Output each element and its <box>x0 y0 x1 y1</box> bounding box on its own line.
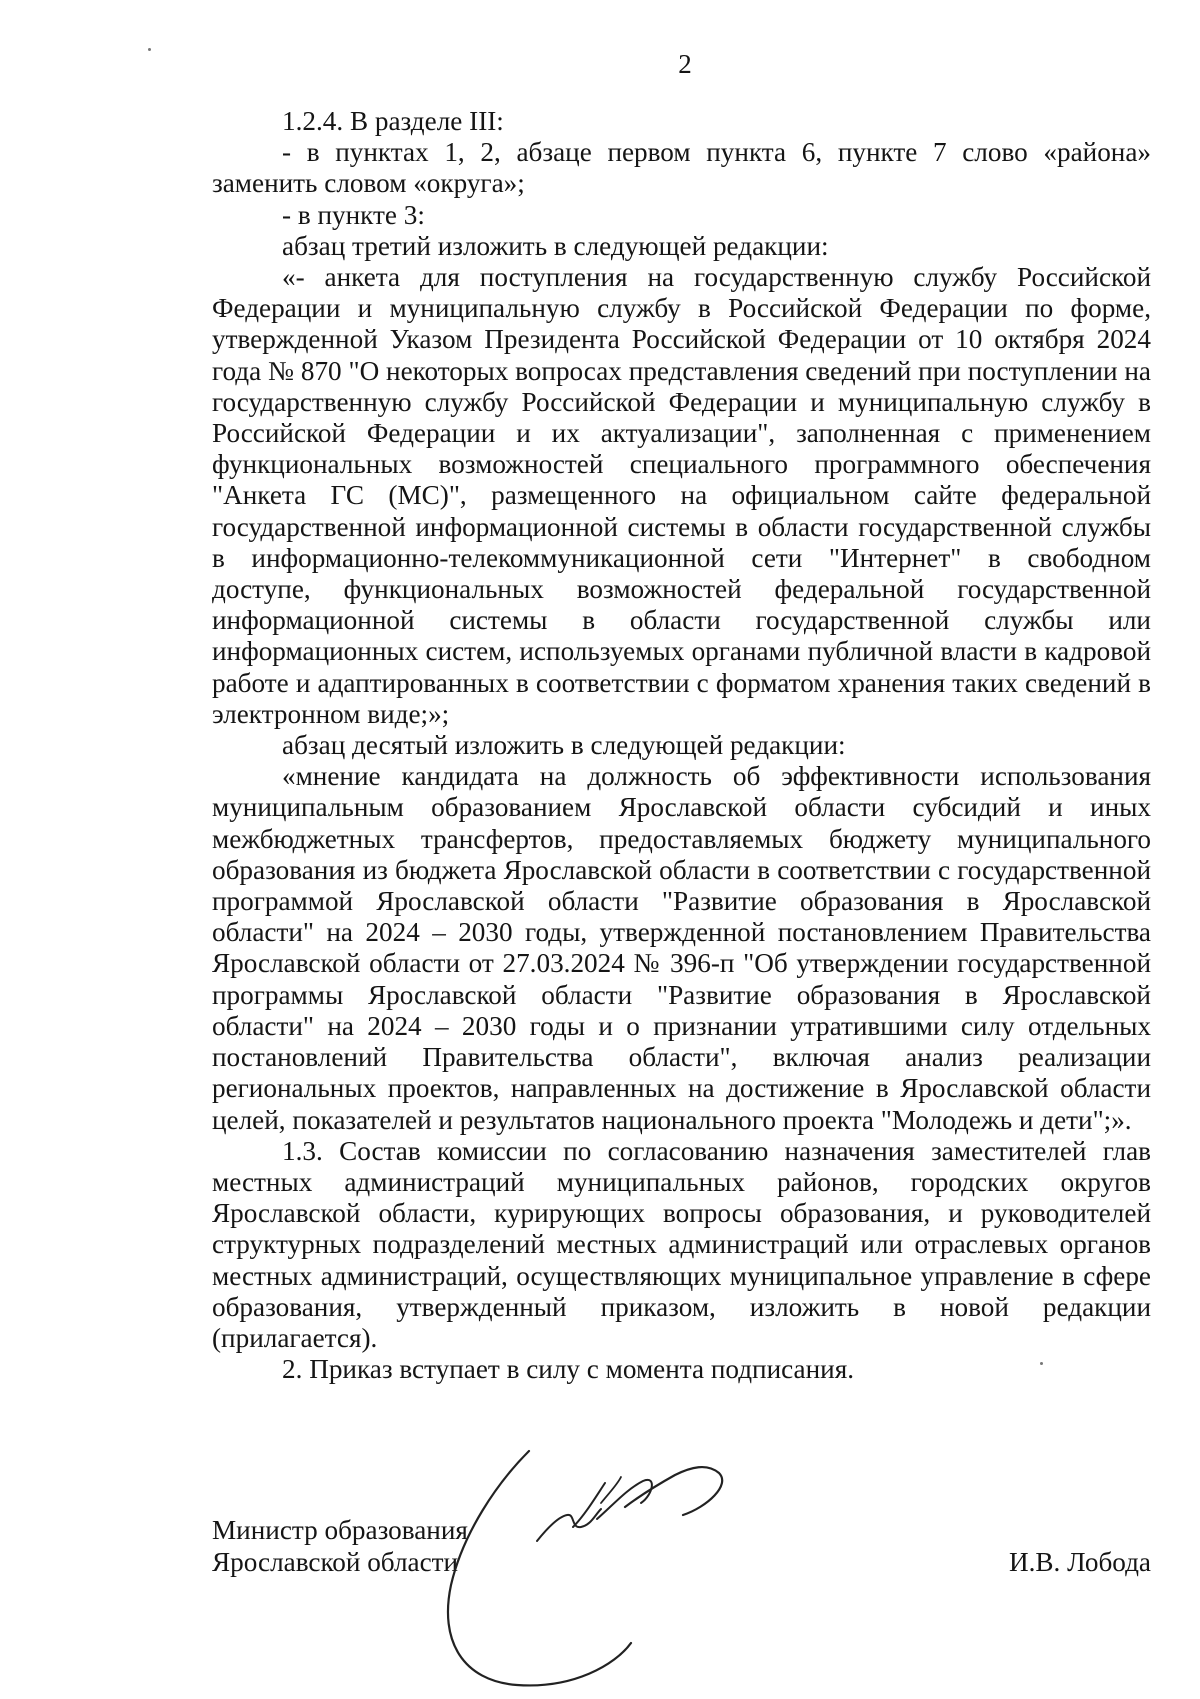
signer-title-line2: Ярославской области <box>212 1547 459 1577</box>
paragraph-commission-composition: 1.3. Состав комиссии по согласованию назначения заместителей глав местных администраций муниципальных районов, городских округов Ярославской области, курирующих вопросы образования, и руководителей структурных подразделений местных администраций или отраслевых органов местных администраций, осуществляющих муниципальное управление в сфере образования, утвержденный приказом, изложить в новой редакции (прилагается). <box>212 1135 1151 1353</box>
paragraph-replace-word: - в пунктах 1, 2, абзаце первом пункта 6, пункте 7 слово «района» заменить словом «округа»; <box>212 137 1151 199</box>
paragraph-third-abzats-intro: абзац третий изложить в следующей редакции: <box>282 230 829 261</box>
paragraph-tenth-abzats-intro: абзац десятый изложить в следующей редакции: <box>282 730 846 761</box>
paragraph-candidate-opinion: «мнение кандидата на должность об эффективности использования муниципальным образованием Ярославской области субсидий и иных межбюджетных трансфертов, предоставляемых бюджету муниципального образования из бюджета Ярославской области в соответствии с государственной программой Ярославской области "Развитие образования в Ярославской области" на 2024 – 2030 годы, утвержденной постановлением Правительства Ярославской области от 27.03.2024 № 396-п "Об утверждении государственной программы Ярославской области "Развитие образования в Ярославской области" на 2024 – 2030 годы и о признании утратившими силу отдельных постановлений Правительства области", включая анализ реализации региональных проектов, направленных на достижение в Ярославской области целей, показателей и результатов национального проекта "Молодежь и дети";». <box>212 761 1151 1135</box>
paragraph-section-iii-heading: 1.2.4. В разделе III: <box>282 106 504 136</box>
paragraph-effective-date: 2. Приказ вступает в силу с момента подписания. <box>282 1354 854 1385</box>
paragraph-point-3: - в пункте 3: <box>282 199 425 230</box>
signer-name: И.В. Лобода <box>1008 1547 1151 1577</box>
signer-title-line1: Министр образования <box>212 1515 468 1545</box>
page-number: 2 <box>678 49 692 79</box>
signature-block <box>212 1514 1151 1578</box>
document-body <box>212 106 1151 1385</box>
scan-speck <box>1040 1362 1043 1365</box>
scan-speck <box>148 48 151 51</box>
paragraph-anketa-text: «- анкета для поступления на государственную службу Российской Федерации и муниципальную службу в Российской Федерации по форме, утвержденной Указом Президента Российской Федерации от 10 октября 2024 года № 870 "О некоторых вопросах представления сведений при поступлении на государственную службу Российской Федерации и муниципальную службу в Российской Федерации и их актуализации", заполненная с применением функциональных возможностей специального программного обеспечения "Анкета ГС (МС)", размещенного на официальном сайте федеральной государственной информационной системы в области государственной службы в информационно-телекоммуникационной сети "Интернет" в свободном доступе, функциональных возможностей федеральной государственной информационной системы в области государственной службы или информационных систем, используемых органами публичной власти в кадровой работе и адаптированных в соответствии с форматом хранения таких сведений в электронном виде;»; <box>212 262 1151 729</box>
